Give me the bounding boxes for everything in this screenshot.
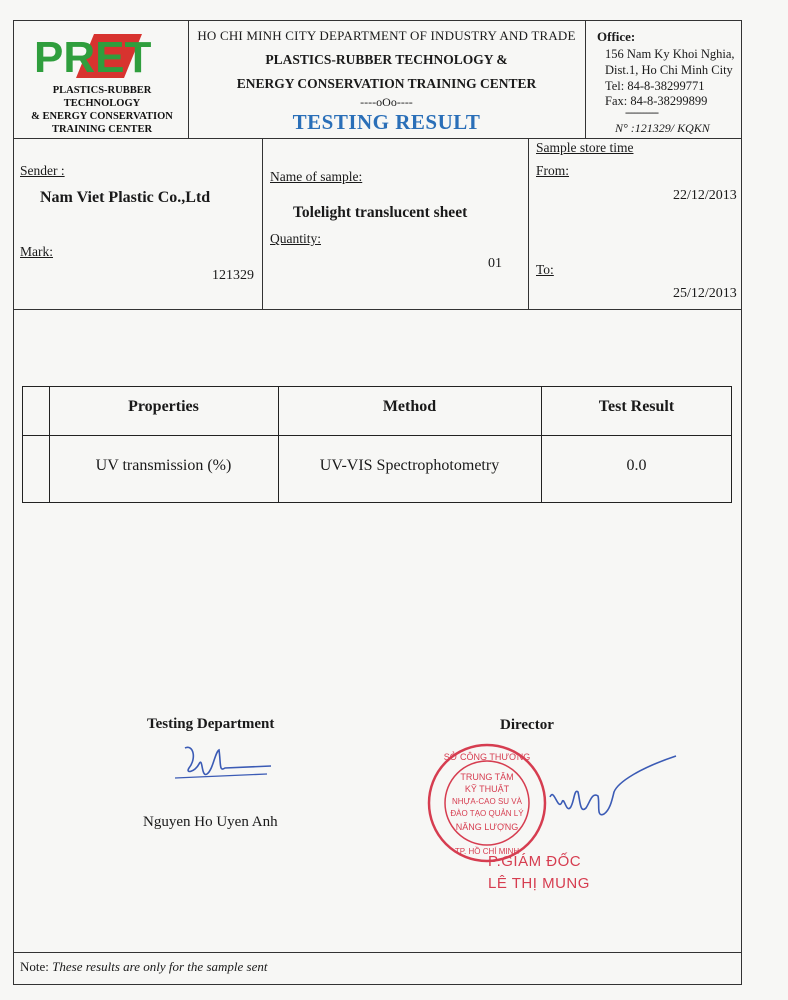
logo-caption-line: PLASTICS-RUBBER (52, 85, 152, 96)
svg-text:TP. HỒ CHÍ MINH: TP. HỒ CHÍ MINH (454, 847, 520, 856)
mark-label: Mark: (20, 244, 53, 259)
svg-text:TRUNG TÂM: TRUNG TÂM (460, 772, 514, 782)
office-address-line1: 156 Nam Ky Khoi Nghia, (605, 47, 735, 61)
office-fax: Fax: 84-8-38299899 (605, 94, 708, 108)
header-test-result: Test Result (598, 398, 675, 415)
logo-caption (16, 84, 188, 136)
svg-text:ĐÀO TẠO QUẢN LÝ: ĐÀO TẠO QUẢN LÝ (450, 809, 524, 818)
info-column-divider (528, 138, 529, 309)
header-divider-left (188, 20, 189, 138)
svg-text:NHỰA-CAO SU VÀ: NHỰA-CAO SU VÀ (452, 797, 522, 806)
pret-logo (32, 30, 172, 80)
results-header-divider (22, 435, 732, 436)
sender-label: Sender : (20, 163, 65, 178)
logo-caption-line: & ENERGY CONSERVATION (31, 111, 173, 122)
svg-text:KỸ THUẬT: KỸ THUẬT (464, 784, 510, 794)
official-stamp (426, 742, 548, 864)
testing-signer-name: Nguyen Ho Uyen Anh (143, 814, 278, 830)
sender-value: Nam Viet Plastic Co.,Ltd (40, 189, 211, 206)
center-name-line1: PLASTICS-RUBBER TECHNOLOGY & (265, 52, 508, 67)
director-name: LÊ THỊ MUNG (488, 875, 590, 892)
office-address-line2: Dist.1, Ho Chi Minh City (605, 63, 733, 77)
footer-note (20, 959, 267, 975)
director-label: Director (500, 717, 554, 733)
testing-signature (175, 738, 275, 788)
header-divider-right (585, 20, 586, 138)
director-signature (540, 752, 680, 837)
footer-divider (13, 952, 742, 953)
info-column-divider (262, 138, 263, 309)
note-label: Note: (20, 959, 49, 974)
quantity-value: 01 (488, 256, 502, 271)
logo-caption-line: TRAINING CENTER (51, 124, 153, 135)
to-date: 25/12/2013 (673, 286, 737, 301)
center-name-line2: ENERGY CONSERVATION TRAINING CENTER (236, 76, 537, 91)
svg-text:SỞ CÔNG THƯƠNG: SỞ CÔNG THƯƠNG (443, 752, 531, 762)
decorative-separator: ----oOo---- (360, 95, 413, 109)
document-title: TESTING RESULT (292, 110, 481, 134)
cell-property: UV transmission (%) (95, 457, 232, 474)
cell-method: UV-VIS Spectrophotometry (319, 457, 500, 474)
to-label: To: (536, 262, 554, 277)
cell-result: 0.0 (626, 457, 647, 474)
quantity-label: Quantity: (270, 231, 321, 246)
sample-name-value: Tolelight translucent sheet (293, 204, 468, 221)
testing-department-label: Testing Department (147, 716, 275, 732)
header-properties: Properties (128, 398, 199, 415)
from-date: 22/12/2013 (673, 188, 737, 203)
department-name: HO CHI MINH CITY DEPARTMENT OF INDUSTRY AND TRADE (197, 28, 576, 43)
mark-value: 121329 (212, 268, 254, 283)
office-tel: Tel: 84-8-38299771 (605, 79, 705, 93)
sample-name-label: Name of sample: (270, 169, 363, 184)
logo-letters: PRET (34, 33, 152, 80)
info-divider (13, 309, 742, 310)
office-separator: ----------- (625, 105, 658, 119)
reference-number: N° :121329/ KQKN (615, 121, 710, 135)
header-divider (13, 138, 742, 139)
note-text: These results are only for the sample sent (52, 959, 268, 974)
logo-caption-line: TECHNOLOGY (63, 98, 141, 109)
from-label: From: (536, 163, 570, 178)
svg-text:NĂNG LƯỢNG: NĂNG LƯỢNG (455, 822, 519, 832)
store-time-label: Sample store time (536, 140, 634, 155)
header-method: Method (382, 398, 437, 415)
director-title: P.GIÁM ĐỐC (488, 853, 582, 870)
office-label: Office: (597, 29, 636, 44)
